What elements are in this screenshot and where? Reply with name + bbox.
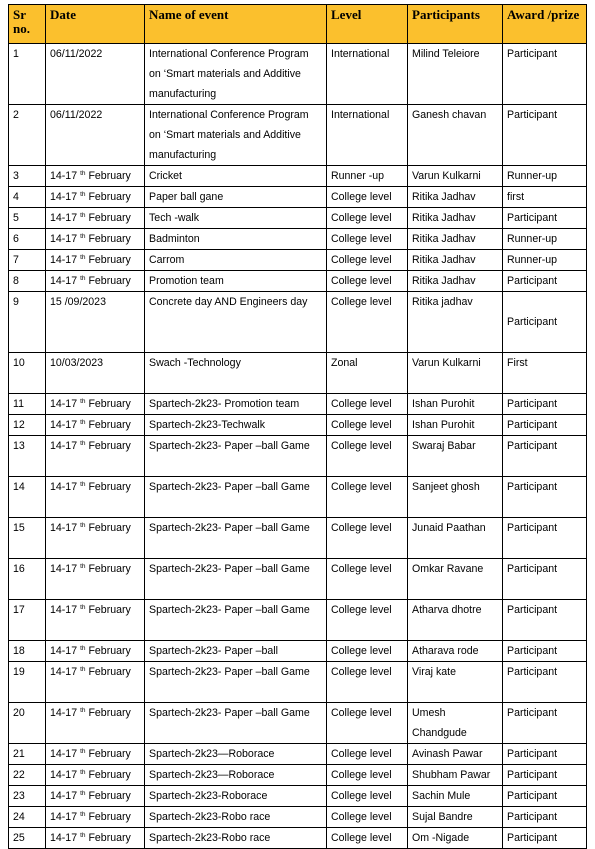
cell-participant: Ritika Jadhav <box>408 250 503 271</box>
cell-event: Spartech-2k23—Roborace <box>145 744 327 765</box>
cell-event: Swach -Technology <box>145 353 327 394</box>
cell-sr: 23 <box>9 786 46 807</box>
date-suffix: th <box>80 811 86 818</box>
date-text: 14-17 <box>50 170 78 182</box>
cell-sr: 19 <box>9 662 46 703</box>
cell-award: Participant <box>503 662 587 703</box>
cell-award: Participant <box>503 744 587 765</box>
cell-level: College level <box>327 394 408 415</box>
cell-participant: Ritika jadhav <box>408 292 503 353</box>
cell-sr: 21 <box>9 744 46 765</box>
table-row <box>9 229 587 250</box>
cell-participant: Ritika Jadhav <box>408 187 503 208</box>
date-text: 14-17 <box>50 481 78 493</box>
cell-participant: Ritika Jadhav <box>408 208 503 229</box>
cell-level: College level <box>327 828 408 849</box>
cell-event: Carrom <box>145 250 327 271</box>
cell-participant: Junaid Paathan <box>408 518 503 559</box>
cell-date <box>46 641 145 662</box>
cell-level: College level <box>327 641 408 662</box>
date-month: February <box>88 769 131 781</box>
cell-sr: 3 <box>9 166 46 187</box>
date-month: February <box>88 212 131 224</box>
date-text: 14-17 <box>50 191 78 203</box>
cell-award: Participant <box>503 44 587 105</box>
date-month: February <box>88 666 131 678</box>
cell-date <box>46 250 145 271</box>
cell-sr: 7 <box>9 250 46 271</box>
cell-participant: Varun Kulkarni <box>408 166 503 187</box>
cell-event: Spartech-2k23- Paper –ball Game <box>145 559 327 600</box>
table-row <box>9 166 587 187</box>
cell-sr: 13 <box>9 436 46 477</box>
cell-level: College level <box>327 229 408 250</box>
date-month: February <box>88 604 131 616</box>
cell-sr: 2 <box>9 105 46 166</box>
date-suffix: th <box>80 254 86 261</box>
date-month: February <box>88 790 131 802</box>
date-text: 14-17 <box>50 769 78 781</box>
cell-event: Promotion team <box>145 271 327 292</box>
header-row <box>9 5 587 44</box>
cell-date <box>46 187 145 208</box>
date-month: February <box>88 191 131 203</box>
cell-date <box>46 208 145 229</box>
cell-date <box>46 394 145 415</box>
date-month: February <box>88 254 131 266</box>
cell-level: College level <box>327 600 408 641</box>
cell-level: College level <box>327 807 408 828</box>
table-row <box>9 703 587 744</box>
cell-date <box>46 765 145 786</box>
cell-event: Spartech-2k23—Roborace <box>145 765 327 786</box>
cell-award: Participant <box>503 271 587 292</box>
date-month: February <box>88 522 131 534</box>
table-row <box>9 105 587 166</box>
cell-award: Participant <box>503 786 587 807</box>
table-row <box>9 394 587 415</box>
date-text: 14-17 <box>50 707 78 719</box>
date-text: 14-17 <box>50 811 78 823</box>
cell-award: Participant <box>503 477 587 518</box>
cell-date <box>46 292 145 353</box>
table-row <box>9 786 587 807</box>
cell-sr: 1 <box>9 44 46 105</box>
date-month: February <box>88 233 131 245</box>
date-text: 14-17 <box>50 419 78 431</box>
cell-level: College level <box>327 518 408 559</box>
cell-event: Badminton <box>145 229 327 250</box>
table-row <box>9 518 587 559</box>
cell-event: Paper ball gane <box>145 187 327 208</box>
cell-award: Participant <box>503 641 587 662</box>
cell-level: College level <box>327 765 408 786</box>
date-month: February <box>88 563 131 575</box>
cell-date <box>46 703 145 744</box>
cell-level: College level <box>327 662 408 703</box>
cell-participant: Ritika Jadhav <box>408 271 503 292</box>
table-row <box>9 44 587 105</box>
cell-award: Participant <box>503 105 587 166</box>
cell-event: International Conference Program on ‘Smart materials and Additive manufacturing <box>145 44 327 105</box>
date-suffix: th <box>80 707 86 714</box>
cell-event: Spartech-2k23- Paper –ball <box>145 641 327 662</box>
cell-award: Runner-up <box>503 229 587 250</box>
cell-event: Spartech-2k23-Robo race <box>145 828 327 849</box>
date-text: 14-17 <box>50 398 78 410</box>
cell-award: Participant <box>503 828 587 849</box>
cell-date <box>46 271 145 292</box>
date-suffix: th <box>80 419 86 426</box>
date-text: 14-17 <box>50 790 78 802</box>
cell-award: First <box>503 353 587 394</box>
date-month: February <box>88 440 131 452</box>
cell-level: Runner -up <box>327 166 408 187</box>
date-text: 14-17 <box>50 275 78 287</box>
table-row <box>9 250 587 271</box>
cell-date <box>46 807 145 828</box>
cell-level: College level <box>327 786 408 807</box>
date-suffix: th <box>80 832 86 839</box>
cell-date <box>46 44 145 105</box>
header-participants: Participants <box>408 5 503 44</box>
cell-sr: 25 <box>9 828 46 849</box>
date-suffix: th <box>80 790 86 797</box>
cell-award: Participant <box>503 518 587 559</box>
table-row <box>9 641 587 662</box>
cell-date <box>46 559 145 600</box>
date-suffix: th <box>80 748 86 755</box>
cell-event: Spartech-2k23- Paper –ball Game <box>145 518 327 559</box>
table-row <box>9 415 587 436</box>
table-row <box>9 559 587 600</box>
cell-level: College level <box>327 271 408 292</box>
cell-participant: Varun Kulkarni <box>408 353 503 394</box>
cell-level: International <box>327 44 408 105</box>
header-sr: Sr no. <box>9 5 46 44</box>
table-body <box>9 44 587 849</box>
cell-award: Participant <box>503 394 587 415</box>
table-row <box>9 828 587 849</box>
cell-award: Participant <box>503 415 587 436</box>
date-text: 15 /09/2023 <box>50 296 106 308</box>
date-month: February <box>88 481 131 493</box>
date-suffix: th <box>80 645 86 652</box>
date-suffix: th <box>80 522 86 529</box>
cell-date <box>46 518 145 559</box>
cell-sr: 11 <box>9 394 46 415</box>
cell-level: College level <box>327 436 408 477</box>
events-table-container <box>8 4 586 849</box>
table-row <box>9 292 587 353</box>
date-text: 14-17 <box>50 832 78 844</box>
cell-level: College level <box>327 744 408 765</box>
cell-participant: Sachin Mule <box>408 786 503 807</box>
cell-level: International <box>327 105 408 166</box>
date-suffix: th <box>80 275 86 282</box>
date-month: February <box>88 707 131 719</box>
date-suffix: th <box>80 233 86 240</box>
cell-sr: 12 <box>9 415 46 436</box>
table-row <box>9 353 587 394</box>
cell-award: Participant <box>503 208 587 229</box>
cell-participant: Avinash Pawar <box>408 744 503 765</box>
cell-sr: 4 <box>9 187 46 208</box>
cell-level: College level <box>327 187 408 208</box>
cell-sr: 6 <box>9 229 46 250</box>
cell-award: Participant <box>503 703 587 744</box>
cell-award: Participant <box>503 436 587 477</box>
date-suffix: th <box>80 769 86 776</box>
date-text: 14-17 <box>50 604 78 616</box>
events-table <box>8 4 587 849</box>
table-row <box>9 765 587 786</box>
date-text: 06/11/2022 <box>50 48 103 60</box>
cell-date <box>46 436 145 477</box>
date-suffix: th <box>80 398 86 405</box>
table-row <box>9 807 587 828</box>
cell-date <box>46 229 145 250</box>
cell-date <box>46 828 145 849</box>
cell-date <box>46 105 145 166</box>
cell-sr: 14 <box>9 477 46 518</box>
table-row <box>9 477 587 518</box>
date-suffix: th <box>80 191 86 198</box>
cell-event: Spartech-2k23-Robo race <box>145 807 327 828</box>
cell-participant: Ritika Jadhav <box>408 229 503 250</box>
cell-sr: 5 <box>9 208 46 229</box>
cell-event: Cricket <box>145 166 327 187</box>
cell-participant: Shubham Pawar <box>408 765 503 786</box>
table-row <box>9 271 587 292</box>
date-text: 14-17 <box>50 666 78 678</box>
cell-sr: 10 <box>9 353 46 394</box>
date-text: 14-17 <box>50 233 78 245</box>
date-suffix: th <box>80 212 86 219</box>
cell-sr: 24 <box>9 807 46 828</box>
cell-participant: Ishan Purohit <box>408 394 503 415</box>
cell-sr: 17 <box>9 600 46 641</box>
date-month: February <box>88 275 131 287</box>
date-text: 14-17 <box>50 440 78 452</box>
table-row <box>9 187 587 208</box>
cell-level: College level <box>327 415 408 436</box>
date-suffix: th <box>80 481 86 488</box>
cell-sr: 20 <box>9 703 46 744</box>
date-month: February <box>88 419 131 431</box>
date-month: February <box>88 832 131 844</box>
cell-date <box>46 744 145 765</box>
cell-participant: Sujal Bandre <box>408 807 503 828</box>
cell-award: first <box>503 187 587 208</box>
cell-sr: 8 <box>9 271 46 292</box>
header-event: Name of event <box>145 5 327 44</box>
cell-event: International Conference Program on ‘Smart materials and Additive manufacturing <box>145 105 327 166</box>
date-text: 14-17 <box>50 645 78 657</box>
date-month: February <box>88 170 131 182</box>
cell-event: Spartech-2k23-Techwalk <box>145 415 327 436</box>
cell-participant: Omkar Ravane <box>408 559 503 600</box>
cell-participant: Viraj kate <box>408 662 503 703</box>
date-text: 06/11/2022 <box>50 109 103 121</box>
cell-participant: Swaraj Babar <box>408 436 503 477</box>
cell-award: Participant <box>503 765 587 786</box>
header-level: Level <box>327 5 408 44</box>
cell-event: Spartech-2k23- Paper –ball Game <box>145 703 327 744</box>
date-month: February <box>88 811 131 823</box>
table-row <box>9 208 587 229</box>
cell-level: College level <box>327 703 408 744</box>
cell-participant: Sanjeet ghosh <box>408 477 503 518</box>
cell-event: Spartech-2k23- Paper –ball Game <box>145 436 327 477</box>
cell-event: Spartech-2k23- Paper –ball Game <box>145 477 327 518</box>
cell-participant: Atharava rode <box>408 641 503 662</box>
cell-sr: 15 <box>9 518 46 559</box>
date-text: 14-17 <box>50 254 78 266</box>
table-row <box>9 600 587 641</box>
cell-date <box>46 166 145 187</box>
cell-participant: Atharva dhotre <box>408 600 503 641</box>
cell-award: Participant <box>503 807 587 828</box>
date-suffix: th <box>80 604 86 611</box>
cell-event: Concrete day AND Engineers day <box>145 292 327 353</box>
date-text: 14-17 <box>50 563 78 575</box>
cell-award: Participant <box>503 292 587 353</box>
date-month: February <box>88 645 131 657</box>
table-header <box>9 5 587 44</box>
cell-date <box>46 600 145 641</box>
cell-date <box>46 786 145 807</box>
cell-level: College level <box>327 292 408 353</box>
cell-event: Spartech-2k23-Roborace <box>145 786 327 807</box>
cell-sr: 18 <box>9 641 46 662</box>
header-award: Award /prize <box>503 5 587 44</box>
cell-event: Spartech-2k23- Paper –ball Game <box>145 662 327 703</box>
cell-participant: Ganesh chavan <box>408 105 503 166</box>
cell-sr: 9 <box>9 292 46 353</box>
cell-award: Participant <box>503 600 587 641</box>
cell-date <box>46 353 145 394</box>
date-text: 14-17 <box>50 212 78 224</box>
cell-participant: Ishan Purohit <box>408 415 503 436</box>
cell-sr: 22 <box>9 765 46 786</box>
cell-level: College level <box>327 208 408 229</box>
table-row <box>9 744 587 765</box>
cell-level: College level <box>327 559 408 600</box>
date-month: February <box>88 398 131 410</box>
date-text: 14-17 <box>50 522 78 534</box>
date-text: 14-17 <box>50 748 78 760</box>
date-suffix: th <box>80 563 86 570</box>
table-row <box>9 662 587 703</box>
table-row <box>9 436 587 477</box>
date-text: 10/03/2023 <box>50 357 104 369</box>
cell-participant: Milind Teleiore <box>408 44 503 105</box>
cell-date <box>46 662 145 703</box>
cell-award: Runner-up <box>503 166 587 187</box>
cell-date <box>46 477 145 518</box>
cell-participant: Umesh Chandgude <box>408 703 503 744</box>
cell-level: Zonal <box>327 353 408 394</box>
date-month: February <box>88 748 131 760</box>
date-suffix: th <box>80 666 86 673</box>
cell-event: Tech -walk <box>145 208 327 229</box>
cell-sr: 16 <box>9 559 46 600</box>
cell-participant: Om -Nigade <box>408 828 503 849</box>
date-suffix: th <box>80 170 86 177</box>
header-date: Date <box>46 5 145 44</box>
date-suffix: th <box>80 440 86 447</box>
cell-award: Participant <box>503 559 587 600</box>
cell-award: Runner-up <box>503 250 587 271</box>
cell-level: College level <box>327 477 408 518</box>
cell-event: Spartech-2k23- Promotion team <box>145 394 327 415</box>
cell-level: College level <box>327 250 408 271</box>
cell-event: Spartech-2k23- Paper –ball Game <box>145 600 327 641</box>
cell-date <box>46 415 145 436</box>
